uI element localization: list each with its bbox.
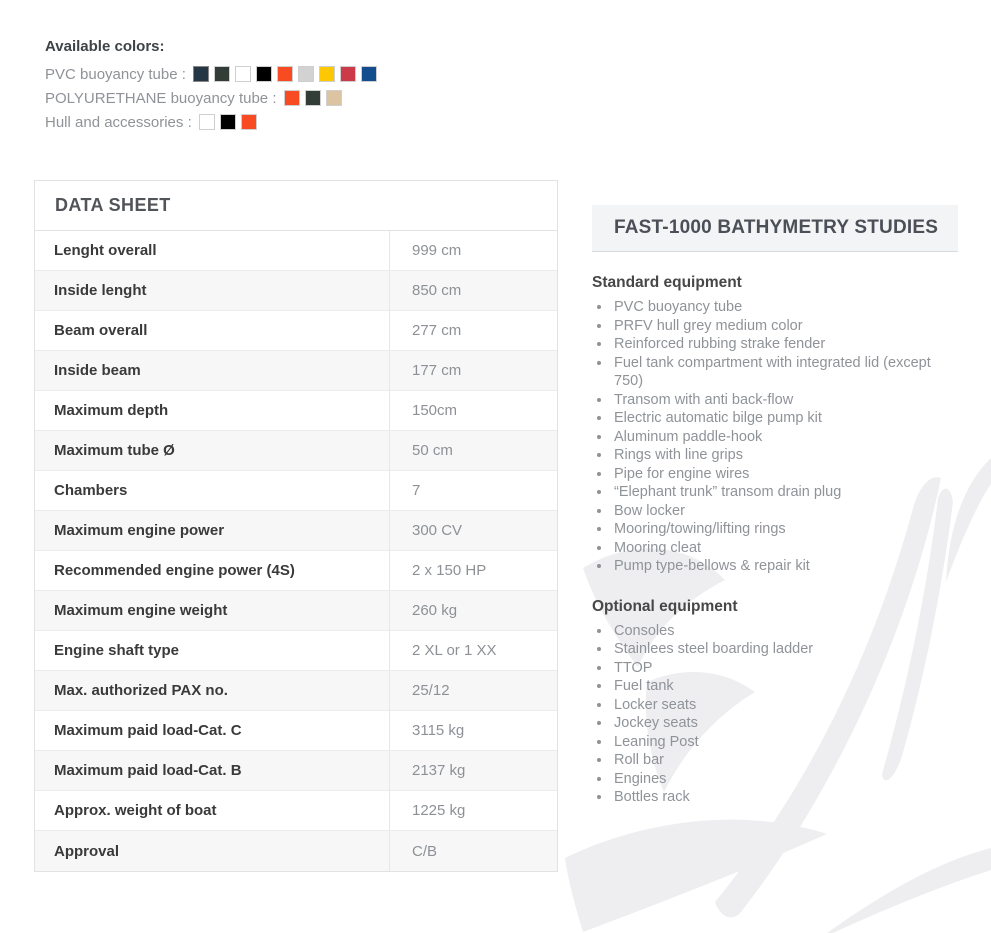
spec-value: 300 CV: [389, 511, 557, 550]
spec-value: 25/12: [389, 671, 557, 710]
spec-label: Max. authorized PAX no.: [54, 682, 228, 699]
list-item: • Leaning Post: [612, 733, 958, 752]
pvc-tube-swatches: [193, 66, 377, 82]
spec-label: Maximum paid load-Cat. B: [54, 762, 242, 779]
color-swatch[interactable]: [277, 66, 293, 82]
spec-label: Engine shaft type: [54, 642, 180, 659]
color-swatch[interactable]: [235, 66, 251, 82]
color-swatch[interactable]: [199, 114, 215, 130]
table-row: [35, 711, 557, 751]
table-row: [35, 311, 557, 351]
table-row: [35, 511, 557, 551]
hull-accessories-swatches: [199, 114, 257, 130]
spec-value: 2137 kg: [389, 751, 557, 790]
table-row: [35, 351, 557, 391]
color-swatch[interactable]: [220, 114, 236, 130]
table-row: [35, 551, 557, 591]
list-item: • Electric automatic bilge pump kit: [612, 409, 958, 428]
table-row: [35, 391, 557, 431]
list-item: • Fuel tank: [612, 677, 958, 696]
spec-label: Lenght overall: [54, 242, 157, 259]
optional-equipment-list: [592, 622, 958, 807]
color-swatch[interactable]: [305, 90, 321, 106]
spec-label: Maximum paid load-Cat. C: [54, 722, 242, 739]
data-sheet-panel: [34, 180, 558, 872]
list-item: • Fuel tank compartment with integrated lid (except 750): [612, 354, 958, 391]
data-sheet-title: DATA SHEET: [35, 181, 557, 231]
list-item: • Locker seats: [612, 696, 958, 715]
spec-label: Inside lenght: [54, 282, 147, 299]
spec-value: 3115 kg: [389, 711, 557, 750]
available-colors-section: [45, 38, 377, 136]
list-item: • Roll bar: [612, 751, 958, 770]
list-item: • Pipe for engine wires: [612, 465, 958, 484]
spec-value: 850 cm: [389, 271, 557, 310]
spec-value: 150cm: [389, 391, 557, 430]
table-row: [35, 231, 557, 271]
product-panel: [592, 205, 958, 811]
available-colors-title: Available colors:: [45, 38, 165, 55]
standard-equipment-list: [592, 298, 958, 576]
optional-equipment-title: Optional equipment: [592, 597, 738, 615]
table-row: [35, 271, 557, 311]
list-item: • Pump type-bellows & repair kit: [612, 557, 958, 576]
spec-label: Maximum tube Ø: [54, 442, 175, 459]
list-item: • Bottles rack: [612, 788, 958, 807]
spec-label: Recommended engine power (4S): [54, 562, 295, 579]
color-swatch[interactable]: [256, 66, 272, 82]
spec-label: Maximum depth: [54, 402, 169, 419]
list-item: • Mooring cleat: [612, 539, 958, 558]
list-item: • Aluminum paddle-hook: [612, 428, 958, 447]
color-swatch[interactable]: [284, 90, 300, 106]
color-row-pvc-tube: [45, 64, 377, 84]
list-item: • Mooring/towing/lifting rings: [612, 520, 958, 539]
list-item: • Reinforced rubbing strake fender: [612, 335, 958, 354]
color-swatch[interactable]: [298, 66, 314, 82]
list-item: • Bow locker: [612, 502, 958, 521]
spec-value: 50 cm: [389, 431, 557, 470]
color-swatch[interactable]: [319, 66, 335, 82]
table-row: [35, 751, 557, 791]
spec-value: 260 kg: [389, 591, 557, 630]
hull-accessories-label: Hull and accessories :: [45, 113, 192, 131]
spec-value: 2 XL or 1 XX: [389, 631, 557, 670]
data-sheet-rows: [35, 231, 557, 871]
list-item: • PVC buoyancy tube: [612, 298, 958, 317]
spec-value: C/B: [389, 831, 557, 871]
spec-value: 177 cm: [389, 351, 557, 390]
color-swatch[interactable]: [326, 90, 342, 106]
spec-label: Approval: [54, 842, 120, 860]
table-row: [35, 431, 557, 471]
spec-value: 999 cm: [389, 231, 557, 270]
color-row-polyurethane-tube: [45, 88, 377, 108]
list-item: • PRFV hull grey medium color: [612, 317, 958, 336]
table-row: [35, 831, 557, 871]
spec-label: Maximum engine weight: [54, 602, 228, 619]
spec-value: 2 x 150 HP: [389, 551, 557, 590]
table-row: [35, 591, 557, 631]
list-item: • Stainlees steel boarding ladder: [612, 640, 958, 659]
color-swatch[interactable]: [193, 66, 209, 82]
polyurethane-tube-swatches: [284, 90, 342, 106]
list-item: • Jockey seats: [612, 714, 958, 733]
product-title: FAST-1000 BATHYMETRY STUDIES: [592, 205, 958, 252]
color-swatch[interactable]: [241, 114, 257, 130]
table-row: [35, 791, 557, 831]
list-item: • Engines: [612, 770, 958, 789]
spec-label: Inside beam: [54, 362, 141, 379]
list-item: • Consoles: [612, 622, 958, 641]
spec-value: 1225 kg: [389, 791, 557, 830]
list-item: • Transom with anti back-flow: [612, 391, 958, 410]
color-swatch[interactable]: [340, 66, 356, 82]
table-row: [35, 471, 557, 511]
list-item: • Rings with line grips: [612, 446, 958, 465]
spec-value: 7: [389, 471, 557, 510]
table-row: [35, 671, 557, 711]
list-item: • “Elephant trunk” transom drain plug: [612, 483, 958, 502]
pvc-tube-label: PVC buoyancy tube :: [45, 65, 186, 83]
table-row: [35, 631, 557, 671]
standard-equipment-title: Standard equipment: [592, 274, 742, 291]
polyurethane-tube-label: POLYURETHANE buoyancy tube :: [45, 89, 277, 107]
list-item: • TTOP: [612, 659, 958, 678]
color-swatch[interactable]: [361, 66, 377, 82]
spec-label: Chambers: [54, 482, 128, 499]
color-swatch[interactable]: [214, 66, 230, 82]
spec-label: Approx. weight of boat: [54, 802, 217, 819]
spec-label: Beam overall: [54, 322, 148, 339]
spec-value: 277 cm: [389, 311, 557, 350]
color-row-hull: [45, 112, 377, 132]
spec-label: Maximum engine power: [54, 522, 225, 539]
